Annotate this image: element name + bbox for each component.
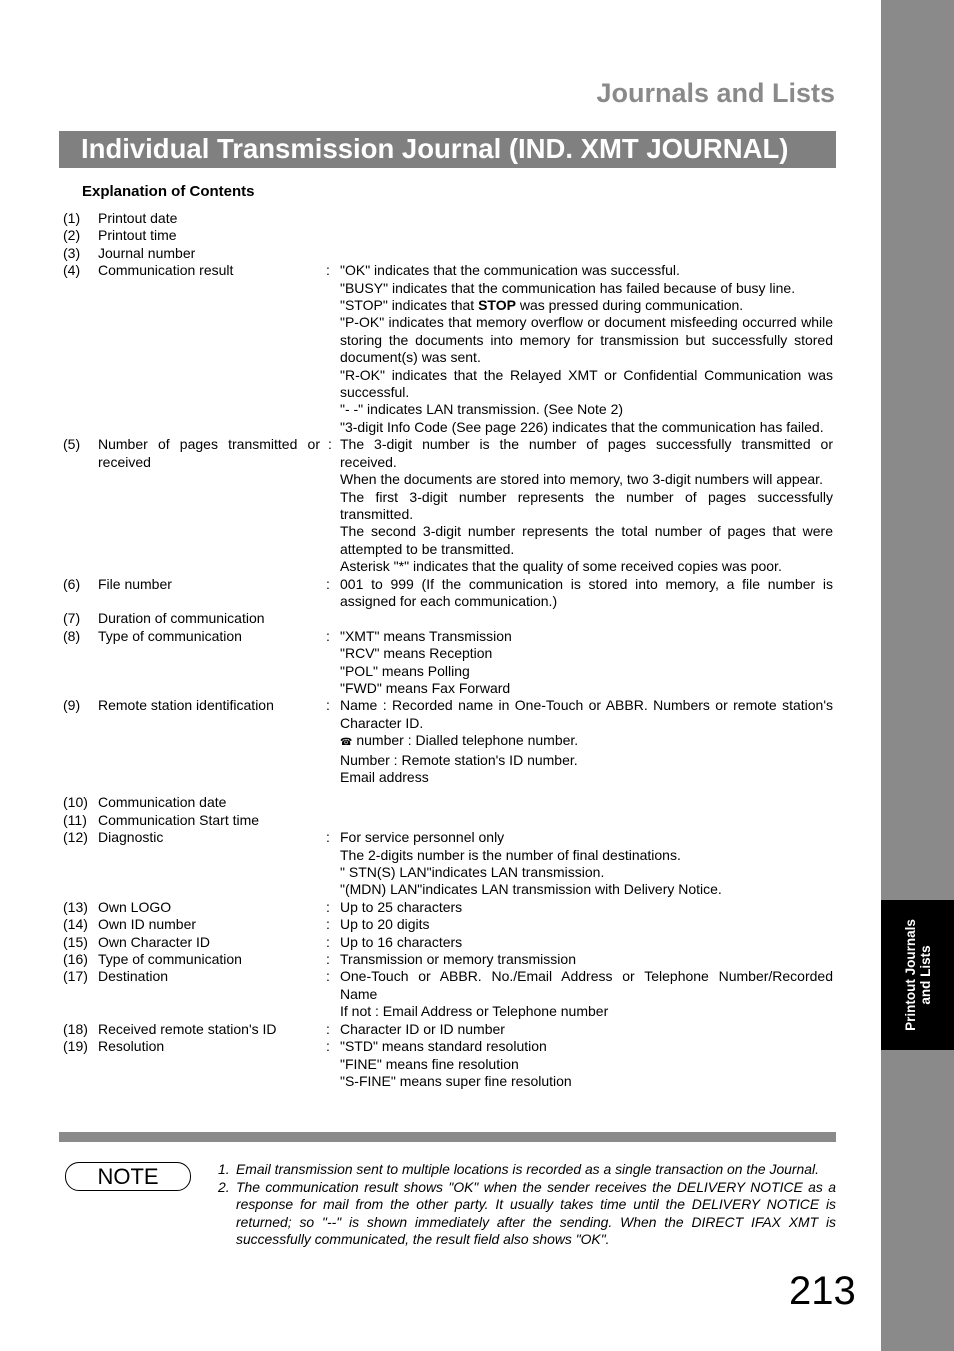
item-label: Communication Start time xyxy=(98,811,260,828)
item-label: Remote station identification xyxy=(98,697,274,714)
contents-list xyxy=(63,210,833,1090)
item-description xyxy=(340,436,833,575)
section-title: Journals and Lists xyxy=(596,78,835,108)
item-number: (13) xyxy=(63,898,88,915)
list-item xyxy=(63,245,833,262)
item-label: Own Character ID xyxy=(98,933,211,950)
page-number: 213 xyxy=(789,1269,856,1313)
item-colon: : xyxy=(326,1038,330,1055)
item-colon: : xyxy=(326,916,330,933)
description-line: The 2-digits number is the number of final destinations. xyxy=(340,846,681,863)
note-text: Email transmission sent to multiple locations is recorded as a single transaction on the Journal. xyxy=(236,1161,819,1177)
description-line: Character ID or ID number xyxy=(340,1020,505,1037)
description-line: Up to 25 characters xyxy=(340,898,463,915)
item-label: Printout date xyxy=(98,210,178,226)
item-number: (2) xyxy=(63,227,81,244)
item-number: (12) xyxy=(63,829,88,846)
item-colon: : xyxy=(326,1020,330,1037)
item-colon: : xyxy=(326,829,330,846)
description-line: Transmission or memory transmission xyxy=(340,951,576,968)
item-number: (18) xyxy=(63,1020,88,1037)
item-number: (3) xyxy=(63,244,81,261)
description-line: "STD" means standard resolution xyxy=(340,1038,547,1055)
item-number: (16) xyxy=(63,951,88,968)
description-line: " STN(S) LAN"indicates LAN transmission. xyxy=(340,864,605,881)
item-description xyxy=(340,951,833,968)
item-description xyxy=(340,829,833,899)
page-title: Individual Transmission Journal (IND. XMT JOURNAL) xyxy=(81,133,789,164)
item-colon: : xyxy=(326,697,330,714)
item-description xyxy=(340,1038,833,1090)
item-label: Number of pages transmitted or received xyxy=(98,436,320,470)
item-colon: : xyxy=(326,951,330,968)
item-description xyxy=(340,968,833,1020)
list-item xyxy=(63,436,833,575)
item-colon: : xyxy=(326,575,330,592)
list-item xyxy=(63,628,833,698)
item-label: Duration of communication xyxy=(98,610,265,627)
list-item xyxy=(63,576,833,611)
item-number: (5) xyxy=(63,436,81,453)
item-label: File number xyxy=(98,575,172,592)
list-item xyxy=(63,916,833,933)
description-line: "(MDN) LAN"indicates LAN transmission with Delivery Notice. xyxy=(340,881,722,898)
subheading: Explanation of Contents xyxy=(82,183,255,200)
item-description xyxy=(340,1021,833,1038)
description-line: "BUSY" indicates that the communication has failed because of busy line. xyxy=(340,279,796,296)
item-description xyxy=(340,576,833,611)
item-label: Own LOGO xyxy=(98,898,172,915)
item-label: Diagnostic xyxy=(98,829,164,846)
description-line: The second 3-digit number represents the total number of pages that were attempted to be transmitted. xyxy=(340,523,833,557)
description-line: Up to 20 digits xyxy=(340,916,430,933)
description-line: The first 3-digit number represents the number of pages successfully transmitted. xyxy=(340,488,833,522)
item-description xyxy=(340,916,833,933)
description-line: Up to 16 characters xyxy=(340,933,463,950)
list-item xyxy=(63,1038,833,1090)
list-item xyxy=(63,697,833,786)
item-number: (8) xyxy=(63,627,81,644)
description-line: 001 to 999 (If the communication is stored into memory, a file number is assigned for each communication.) xyxy=(340,575,833,609)
item-colon: : xyxy=(326,262,330,279)
note-number: 1. xyxy=(218,1161,230,1177)
description-line: "- -" indicates LAN transmission. (See Note 2) xyxy=(340,401,624,418)
item-colon: : xyxy=(326,933,330,950)
item-number: (7) xyxy=(63,610,81,627)
list-item xyxy=(63,794,833,811)
description-line: "FWD" means Fax Forward xyxy=(340,679,511,696)
description-line: When the documents are stored into memory, two 3-digit numbers will appear. xyxy=(340,471,823,488)
chapter-tab[interactable] xyxy=(881,900,954,1050)
description-line: Number : Remote station's ID number. xyxy=(340,751,578,768)
item-colon: : xyxy=(326,968,330,985)
item-number: (9) xyxy=(63,697,81,714)
item-description xyxy=(340,697,833,786)
description-line: "POL" means Polling xyxy=(340,662,470,679)
list-item xyxy=(63,968,833,1020)
item-description xyxy=(340,899,833,916)
note-text: The communication result shows "OK" when the sender receives the DELIVERY NOTICE as a response for mail from the other party. It usually takes time until the DELIVERY NOTICE is returned; so "--" is shown immediately after the sending. When the DIRECT IFAX XMT is successfully communicated, the result field also shows "OK". xyxy=(236,1178,836,1248)
side-margin-bar xyxy=(881,0,954,1351)
item-label: Type of communication xyxy=(98,627,242,644)
item-number: (6) xyxy=(63,575,81,592)
item-label: Communication date xyxy=(98,794,227,811)
description-line: Email address xyxy=(340,769,429,785)
item-number: (11) xyxy=(63,811,87,828)
item-colon: : xyxy=(326,898,330,915)
description-line: "XMT" means Transmission xyxy=(340,627,512,644)
item-label: Destination xyxy=(98,968,169,985)
item-number: (14) xyxy=(63,916,88,933)
item-number: (4) xyxy=(63,262,81,279)
list-item xyxy=(63,812,833,829)
description-line: If not : Email Address or Telephone number xyxy=(340,1003,609,1020)
description-line: "P-OK" indicates that memory overflow or document misfeeding occurred while storing the documents into memory for transmission but successfully stored document(s) was sent. xyxy=(340,314,833,366)
description-line-stop: "STOP" indicates that STOP was pressed during communication. xyxy=(340,297,744,314)
description-line: "3-digit Info Code (See page 226) indicates that the communication has failed. xyxy=(340,418,824,435)
stop-key-label: STOP xyxy=(478,297,516,314)
item-label: Journal number xyxy=(98,244,196,261)
description-line: One-Touch or ABBR. No./Email Address or Telephone Number/Recorded Name xyxy=(340,968,833,1002)
page-title-bar xyxy=(59,131,836,168)
list-item xyxy=(63,934,833,951)
phone-icon: ☎ xyxy=(340,737,353,749)
note-item xyxy=(218,1179,836,1249)
note-badge: NOTE xyxy=(65,1162,191,1191)
list-item xyxy=(63,210,833,227)
list-item xyxy=(63,899,833,916)
list-item xyxy=(63,951,833,968)
list-item xyxy=(63,829,833,899)
list-item xyxy=(63,262,833,436)
item-colon: : xyxy=(326,627,330,644)
description-line: "OK" indicates that the communication was successful. xyxy=(340,262,680,279)
item-label: Printout time xyxy=(98,227,177,244)
description-line-phone: ☎ number : Dialled telephone number. xyxy=(340,732,579,749)
item-label: Resolution xyxy=(98,1038,165,1055)
chapter-tab-label: Printout Journals and Lists xyxy=(902,919,933,1031)
item-label: Received remote station's ID xyxy=(98,1020,277,1037)
list-item xyxy=(63,610,833,627)
description-line: Name : Recorded name in One-Touch or ABBR. Numbers or remote station's Character ID. xyxy=(340,697,833,731)
description-line: For service personnel only xyxy=(340,829,505,846)
description-line: "FINE" means fine resolution xyxy=(340,1055,519,1072)
item-label: Communication result xyxy=(98,262,234,279)
item-number: (10) xyxy=(63,794,88,811)
item-description xyxy=(340,262,833,436)
list-item xyxy=(63,227,833,244)
item-description xyxy=(340,934,833,951)
item-number: (15) xyxy=(63,933,88,950)
item-label: Type of communication xyxy=(98,951,242,968)
description-line: "R-OK" indicates that the Relayed XMT or Confidential Communication was successful. xyxy=(340,366,833,401)
description-line: The 3-digit number is the number of pages successfully transmitted or received. xyxy=(340,436,833,470)
note-item xyxy=(218,1161,836,1179)
note-number: 2. xyxy=(218,1178,230,1195)
description-line: "S-FINE" means super fine resolution xyxy=(340,1072,572,1089)
item-number: (17) xyxy=(63,968,88,985)
description-line: "RCV" means Reception xyxy=(340,645,493,662)
item-label: Own ID number xyxy=(98,916,197,933)
item-number: (1) xyxy=(63,210,81,226)
list-item xyxy=(63,1021,833,1038)
description-line: Asterisk "*" indicates that the quality of some received copies was poor. xyxy=(340,558,782,575)
item-description xyxy=(340,628,833,698)
notes-list xyxy=(218,1161,836,1249)
item-colon: : xyxy=(328,436,332,453)
section-divider xyxy=(59,1132,836,1142)
item-number: (19) xyxy=(63,1038,88,1055)
